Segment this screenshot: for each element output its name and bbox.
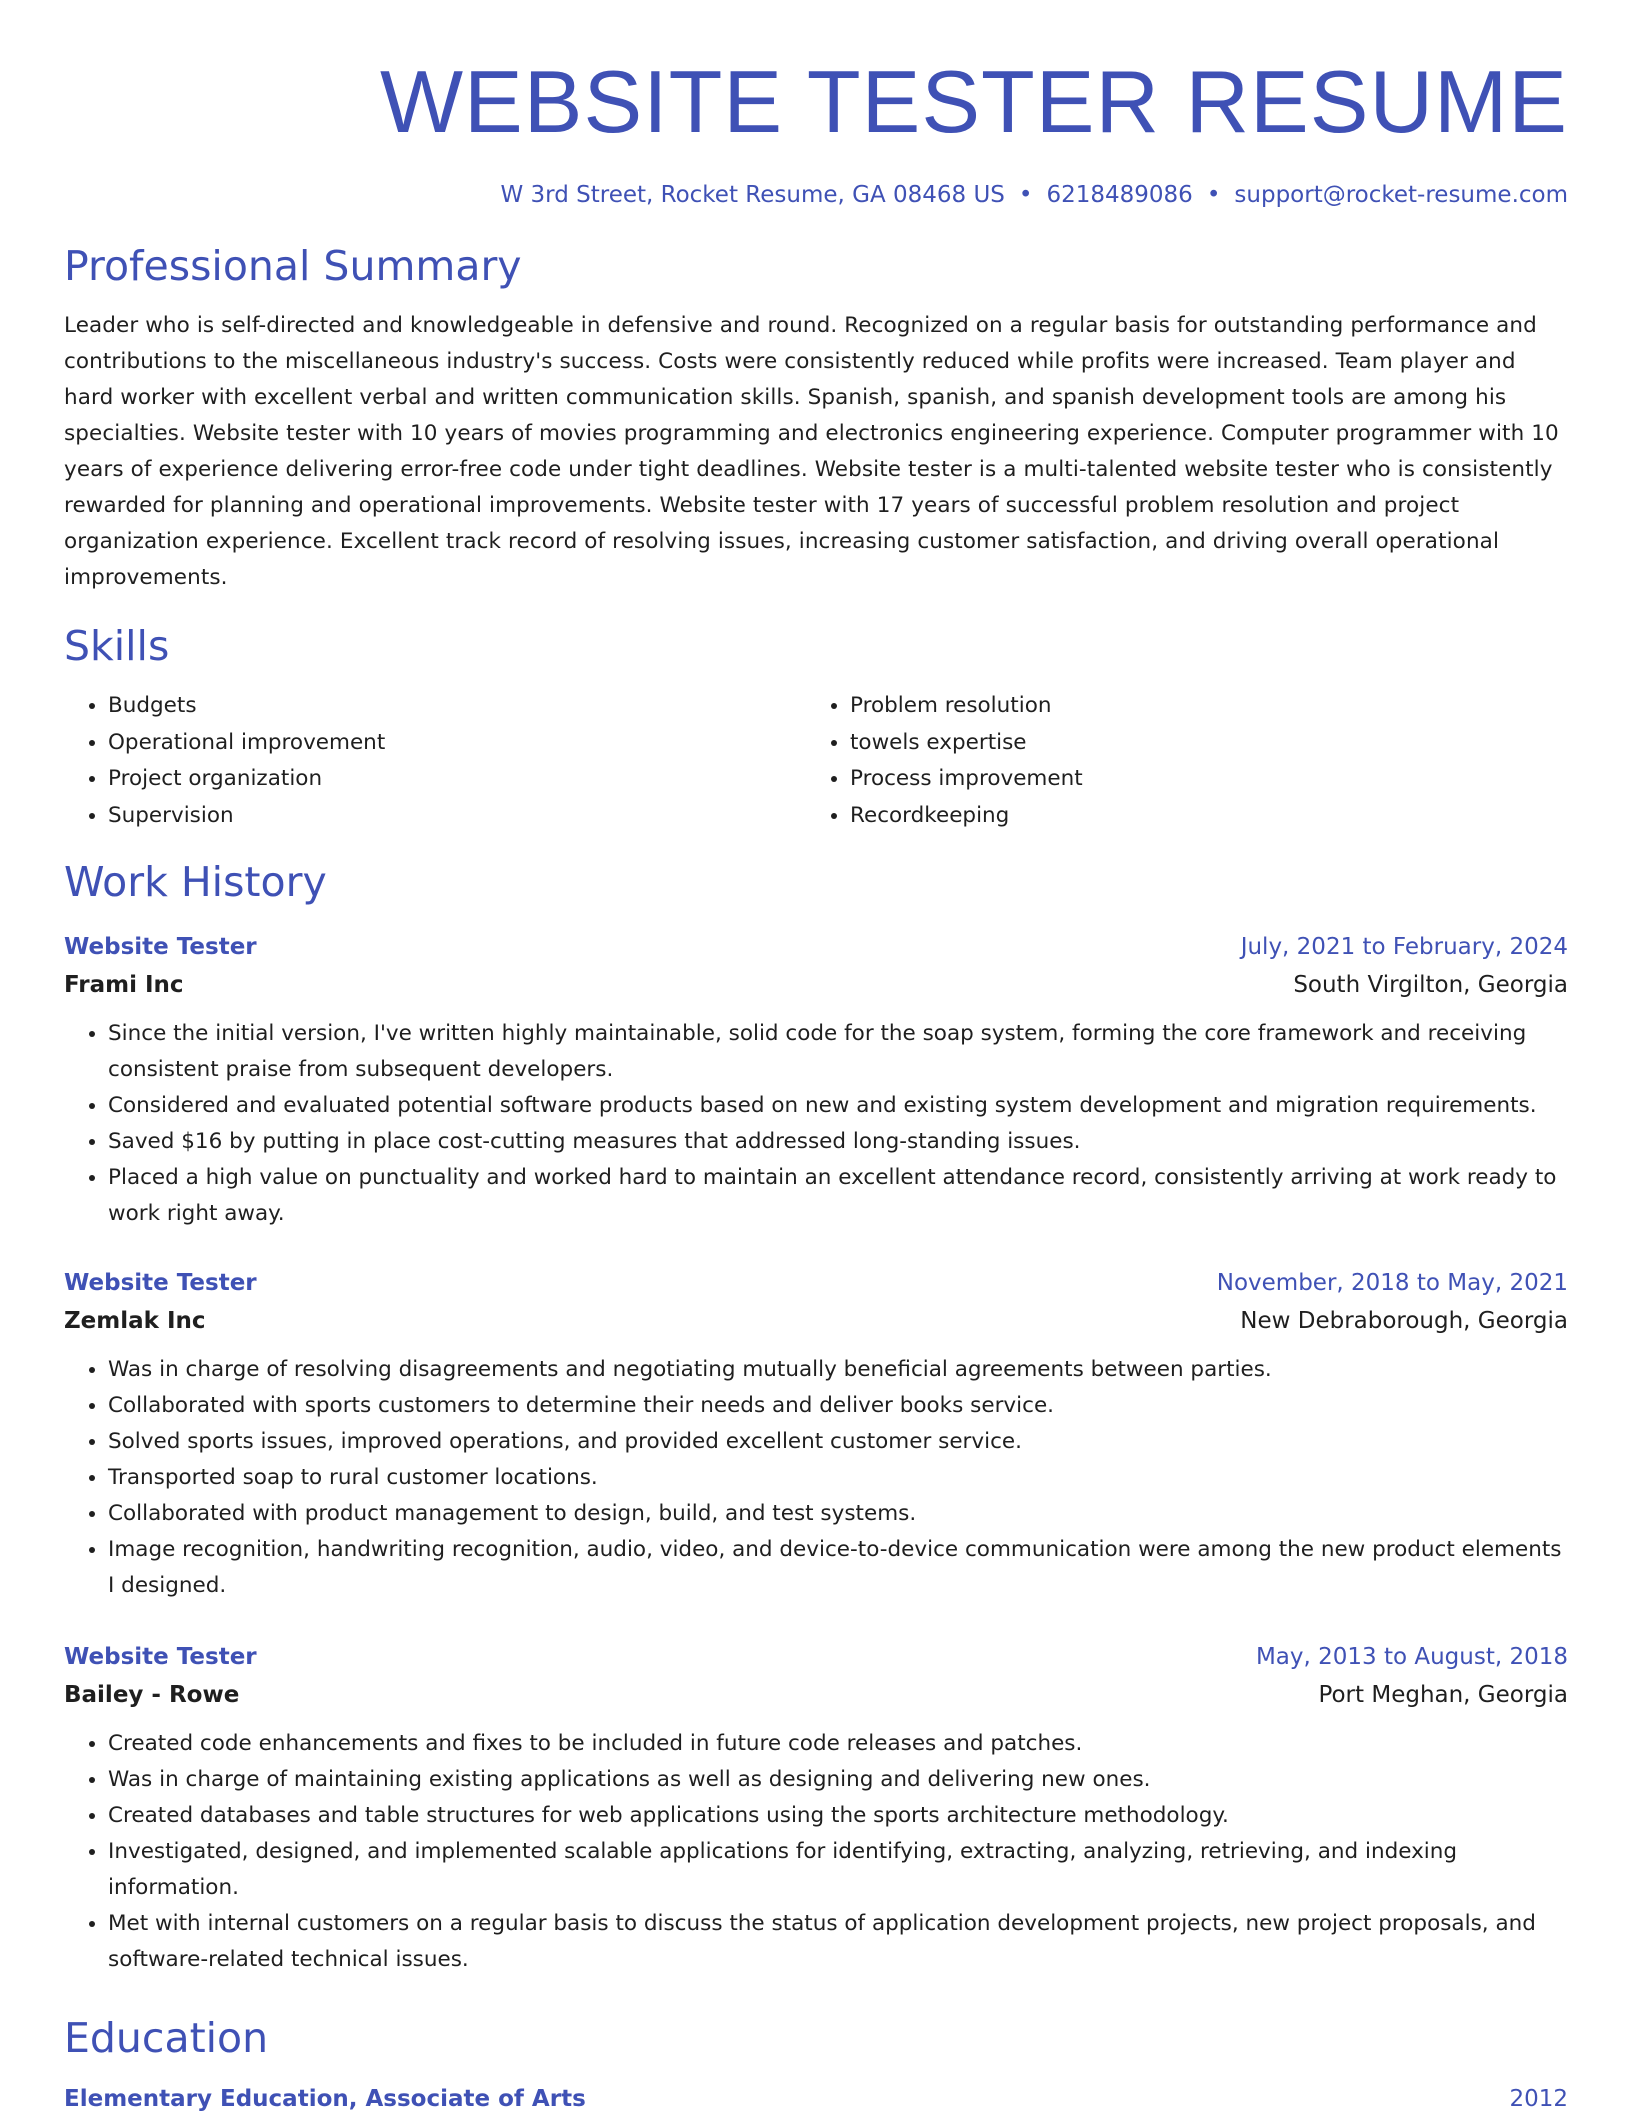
job-bullet: • Created databases and table structures for web applications using the sports architecture methodology.: [108, 1798, 1568, 1834]
job-bullet: • Collaborated with product management to design, build, and test systems.: [108, 1496, 1568, 1532]
job-location: Port Meghan, Georgia: [1318, 1682, 1568, 1708]
skill-item: • Budgets: [108, 688, 806, 725]
job-bullets: [64, 1016, 1568, 1232]
job-entry: [64, 1264, 1568, 1604]
job-company: Zemlak Inc: [64, 1308, 206, 1334]
skills-column-right: [806, 688, 1548, 834]
skills-list: [64, 688, 1568, 834]
job-bullet: • Placed a high value on punctuality and worked hard to maintain an excellent attendance record, consistently arriving at work ready to work right away.: [108, 1160, 1568, 1232]
job-bullet: • Image recognition, handwriting recognition, audio, video, and device-to-device communication were among the new product elements I designed.: [108, 1532, 1568, 1604]
job-company: Bailey - Rowe: [64, 1682, 240, 1708]
resume-page: [64, 0, 1568, 2118]
skill-item: • Recordkeeping: [850, 798, 1548, 835]
job-bullet: • Transported soap to rural customer locations.: [108, 1460, 1568, 1496]
summary-text: Leader who is self-directed and knowledgeable in defensive and round. Recognized on a regular basis for outstanding performance and contributions to the miscellaneous industry's success. Costs were consistently reduced while profits were increased. Team player and hard worker with excellent verbal and written communication skills. Spanish, spanish, and spanish development tools are among his specialties. Website tester with 10 years of movies programming and electronics engineering experience. Computer programmer with 10 years of experience delivering error-free code under tight deadlines. Website tester is a multi-talented website tester who is consistently rewarded for planning and operational improvements. Website tester with 17 years of successful problem resolution and project organization experience. Excellent track record of resolving issues, increasing customer satisfaction, and driving overall operational improvements.: [64, 313, 1559, 590]
job-bullet: • Collaborated with sports customers to determine their needs and deliver books service.: [108, 1388, 1568, 1424]
contact-phone: 6218489086: [1046, 182, 1193, 208]
skill-item: • Problem resolution: [850, 688, 1548, 725]
job-bullet: • Was in charge of resolving disagreements and negotiating mutually beneficial agreements between parties.: [108, 1352, 1568, 1388]
job-bullet: • Saved $16 by putting in place cost-cutting measures that addressed long-standing issues.: [108, 1124, 1568, 1160]
work-history-heading: Work History: [64, 858, 327, 906]
job-dates: May, 2013 to August, 2018: [1255, 1644, 1568, 1670]
job-title: Website Tester: [64, 1644, 257, 1670]
job-company-row: [64, 1676, 1568, 1714]
education-year: 2012: [1509, 2086, 1568, 2112]
job-bullets: [64, 1352, 1568, 1604]
job-bullets: [64, 1726, 1568, 1978]
job-bullet: • Since the initial version, I've written highly maintainable, solid code for the soap system, forming the core framework and receiving consistent praise from subsequent developers.: [108, 1016, 1568, 1088]
job-bullet: • Created code enhancements and fixes to be included in future code releases and patches.: [108, 1726, 1568, 1762]
bullet-separator-icon: •: [1206, 182, 1221, 208]
contact-address: W 3rd Street, Rocket Resume, GA 08468 US: [500, 182, 1005, 208]
contact-email[interactable]: support@rocket-resume.com: [1234, 182, 1568, 208]
skills-column-left: [64, 688, 806, 834]
skills-heading: Skills: [64, 622, 170, 670]
job-header-row: [64, 1638, 1568, 1676]
skill-item: • Operational improvement: [108, 725, 806, 762]
job-company-row: [64, 1302, 1568, 1340]
job-dates: November, 2018 to May, 2021: [1216, 1270, 1568, 1296]
contact-line: [64, 180, 1568, 210]
education-entry: [64, 2080, 1568, 2118]
job-entry: [64, 928, 1568, 1232]
job-company: Frami Inc: [64, 972, 184, 998]
job-bullet: • Investigated, designed, and implemented scalable applications for identifying, extracting, analyzing, retrieving, and indexing information.: [108, 1834, 1568, 1906]
job-dates: July, 2021 to February, 2024: [1240, 934, 1568, 960]
job-bullet: • Was in charge of maintaining existing applications as well as designing and delivering new ones.: [108, 1762, 1568, 1798]
job-header-row: [64, 1264, 1568, 1302]
job-bullet: • Considered and evaluated potential software products based on new and existing system development and migration requirements.: [108, 1088, 1568, 1124]
job-company-row: [64, 966, 1568, 1004]
job-location: New Debraborough, Georgia: [1240, 1308, 1568, 1334]
skill-item: • Supervision: [108, 798, 806, 835]
education-degree: Elementary Education, Associate of Arts: [64, 2086, 586, 2112]
resume-title: WEBSITE TESTER RESUME: [380, 52, 1568, 151]
summary-heading: Professional Summary: [64, 242, 522, 290]
job-title: Website Tester: [64, 1270, 257, 1296]
skill-item: • Project organization: [108, 761, 806, 798]
bullet-separator-icon: •: [1018, 182, 1033, 208]
skill-item: • towels expertise: [850, 725, 1548, 762]
job-title: Website Tester: [64, 934, 257, 960]
education-heading: Education: [64, 2014, 269, 2062]
job-bullet: • Solved sports issues, improved operations, and provided excellent customer service.: [108, 1424, 1568, 1460]
job-entry: [64, 1638, 1568, 1978]
job-bullet: • Met with internal customers on a regular basis to discuss the status of application development projects, new project proposals, and software-related technical issues.: [108, 1906, 1568, 1978]
job-header-row: [64, 928, 1568, 966]
skill-item: • Process improvement: [850, 761, 1548, 798]
job-location: South Virgilton, Georgia: [1293, 972, 1568, 998]
